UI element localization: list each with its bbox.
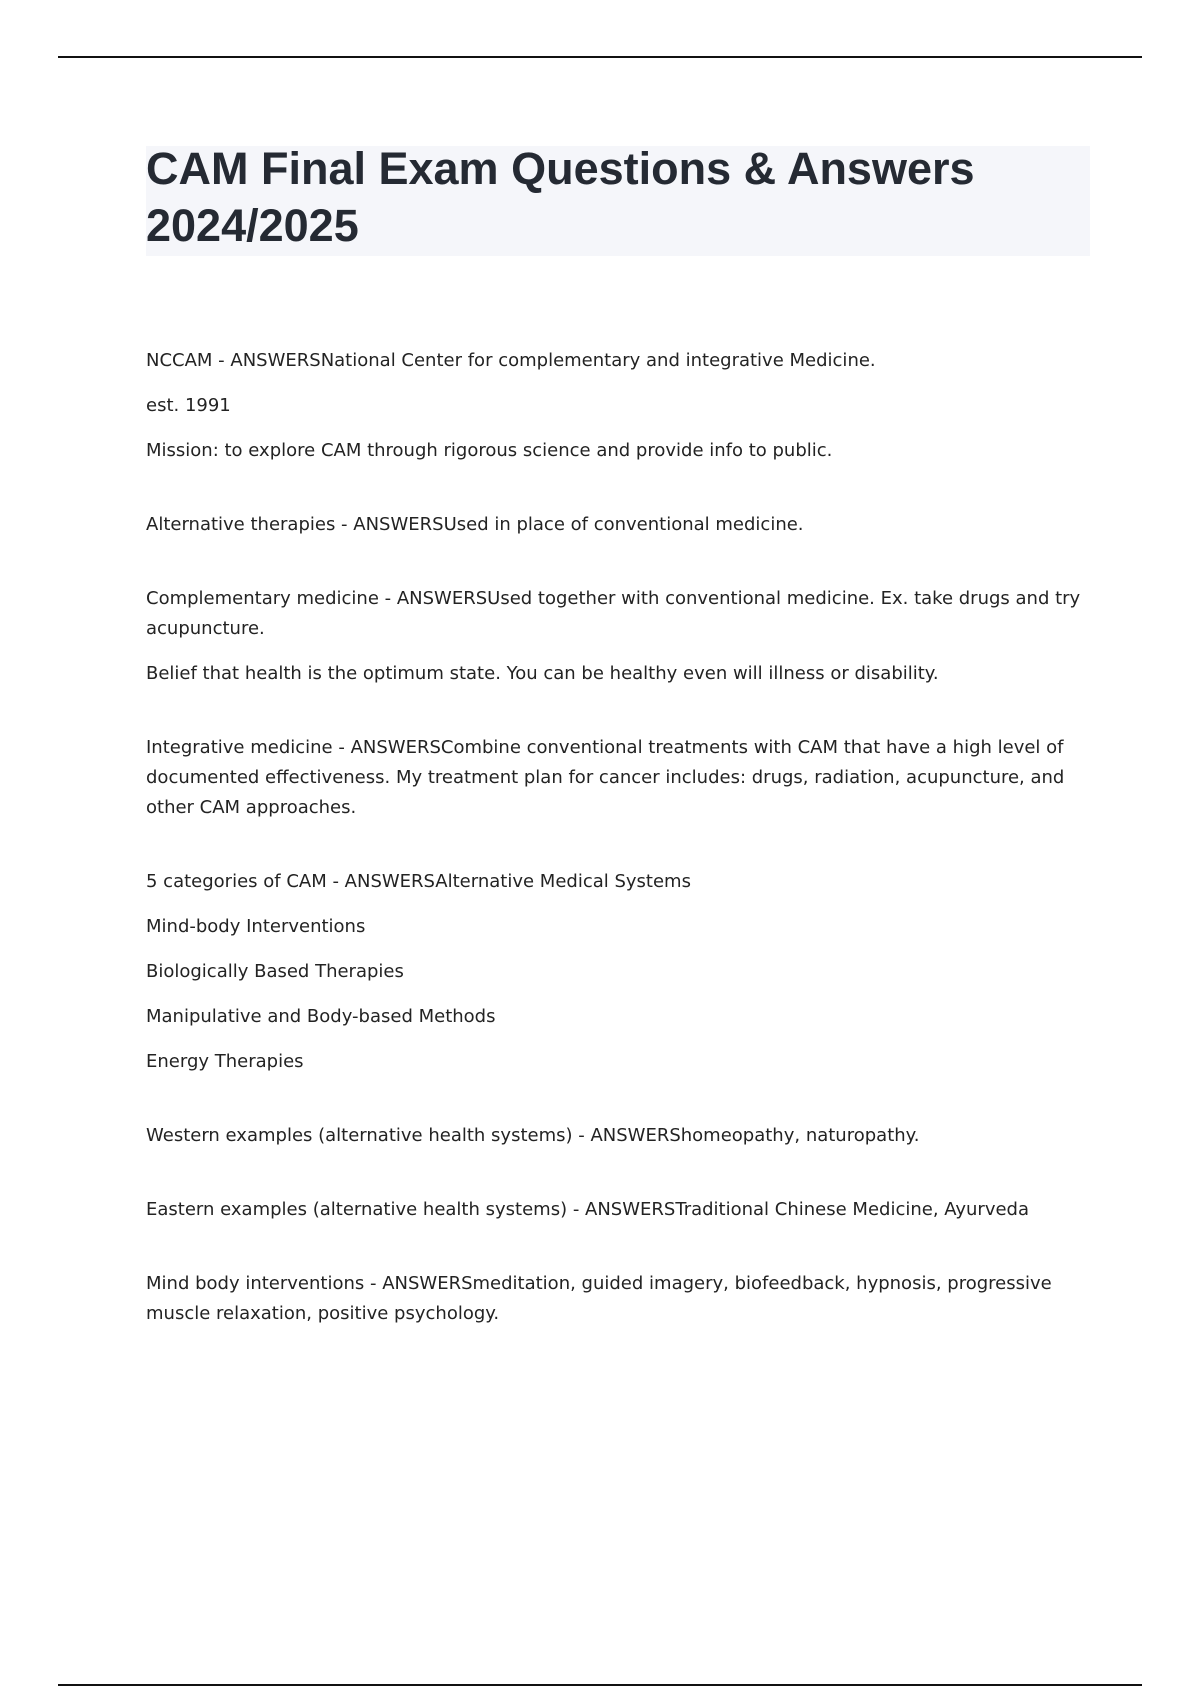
qa-line: 5 categories of CAM - ANSWERSAlternative Medical Systems <box>146 871 691 892</box>
qa-entry-integrative-medicine <box>146 733 1086 823</box>
qa-entry-western-examples <box>146 1121 1086 1151</box>
qa-line: Complementary medicine - ANSWERSUsed together with conventional medicine. Ex. take drugs and try acupuncture. <box>146 588 1081 639</box>
qa-line: Mind body interventions - ANSWERSmeditation, guided imagery, biofeedback, hypnosis, progressive muscle relaxation, positive psychology. <box>146 1273 1052 1324</box>
qa-line: Manipulative and Body-based Methods <box>146 1006 496 1027</box>
qa-line: Alternative therapies - ANSWERSUsed in place of conventional medicine. <box>146 514 804 535</box>
qa-line: est. 1991 <box>146 395 231 416</box>
qa-line: Integrative medicine - ANSWERSCombine conventional treatments with CAM that have a high level of documented effectiveness. My treatment plan for cancer includes: drugs, radiation, acupuncture, and other CAM approaches. <box>146 737 1065 818</box>
qa-line: Western examples (alternative health systems) - ANSWERShomeopathy, naturopathy. <box>146 1125 920 1146</box>
qa-entry-nccam <box>146 346 1086 466</box>
qa-entry-cam-categories <box>146 867 1086 1077</box>
qa-line: Mind-body Interventions <box>146 916 366 937</box>
qa-entry-mind-body-interventions <box>146 1269 1086 1329</box>
qa-line: Belief that health is the optimum state. You can be healthy even will illness or disability. <box>146 663 939 684</box>
qa-line: Mission: to explore CAM through rigorous science and provide info to public. <box>146 440 833 461</box>
qa-entry-eastern-examples <box>146 1195 1086 1225</box>
qa-line: NCCAM - ANSWERSNational Center for complementary and integrative Medicine. <box>146 350 876 371</box>
qa-line: Eastern examples (alternative health systems) - ANSWERSTraditional Chinese Medicine, Ayurveda <box>146 1199 1030 1220</box>
qa-content <box>146 346 1086 1373</box>
qa-line: Biologically Based Therapies <box>146 961 404 982</box>
page-title: CAM Final Exam Questions & Answers 2024/2025 <box>146 143 975 251</box>
footer-rule <box>58 1684 1142 1686</box>
qa-entry-complementary-medicine <box>146 584 1086 689</box>
header-rule <box>58 56 1142 58</box>
qa-line: Energy Therapies <box>146 1051 304 1072</box>
qa-entry-alternative-therapies <box>146 510 1086 540</box>
